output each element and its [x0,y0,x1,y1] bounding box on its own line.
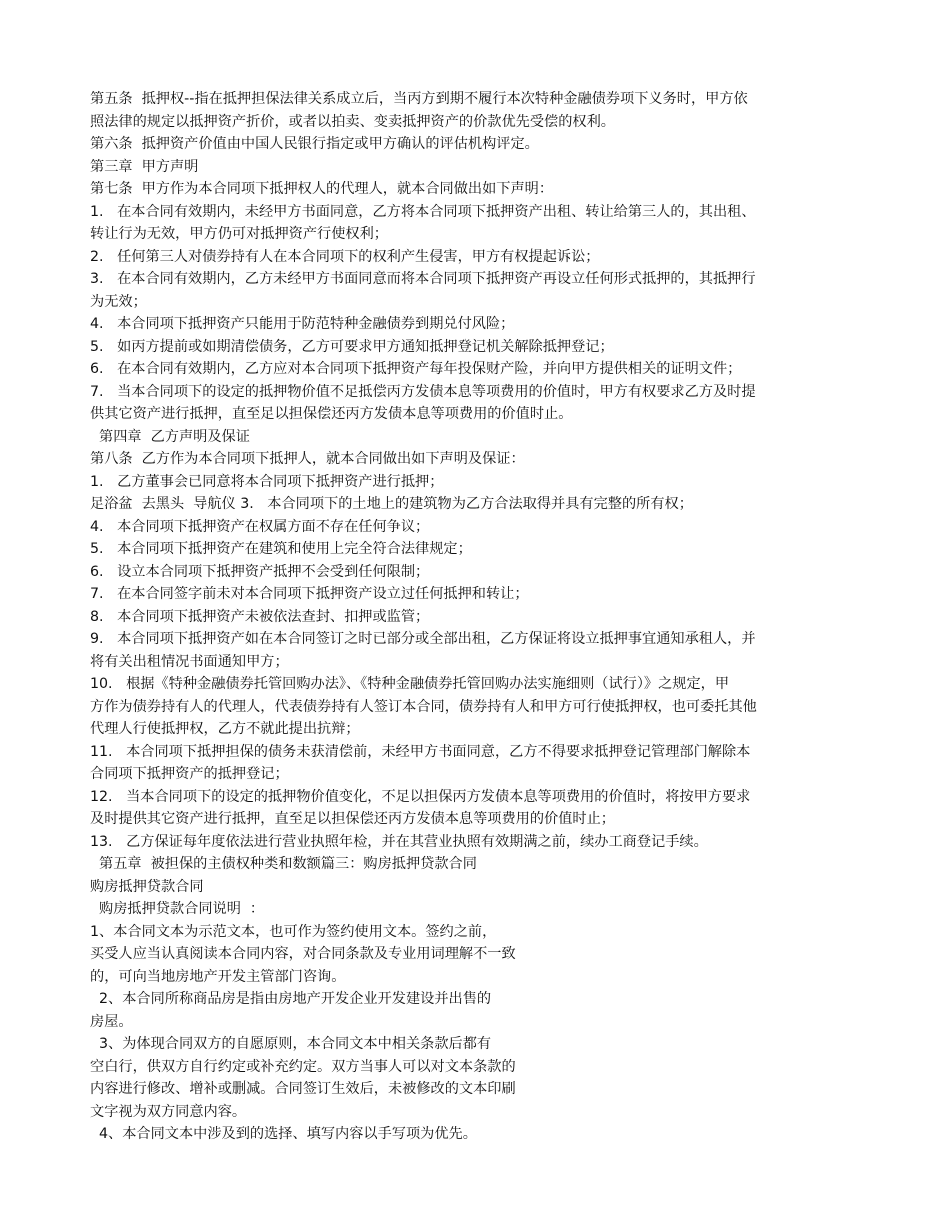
text-line: 代理人行使抵押权，乙方不就此提出抗辩； [90,721,360,737]
section-heading: 购房抵押贷款合同说明 ： [90,901,265,917]
text-line: 7. 当本合同项下的设定的抵押物价值不足抵偿丙方发债本息等项费用的价值时，甲方有权要求乙方及时提 [90,383,756,400]
text-line: 6. 在本合同有效期内，乙方应对本合同项下抵押资产每年投保财产险，并向甲方提供相关的证明文件； [90,361,742,377]
text-line: 3. 在本合同有效期内，乙方未经甲方书面同意而将本合同项下抵押资产再设立任何形式抵押的，其抵押行 [90,271,756,287]
text-line: 5. 如丙方提前或如期清偿债务，乙方可要求甲方通知抵押登记机关解除抵押登记； [90,338,614,355]
text-line: 9. 本合同项下抵押资产如在本合同签订之时已部分或全部出租，乙方保证将设立抵押事宜通知承租人，并 [90,631,756,647]
text-line: 8. 本合同项下抵押资产未被依法查封、扣押或监管； [90,608,430,625]
text-line: 房屋。 [90,1013,133,1030]
text-line: 第五条 抵押权--指在抵押担保法律关系成立后，当丙方到期不履行本次特种金融债券项下义务时，甲方依 [90,91,748,107]
text-line: 的，可向当地房地产开发主管部门咨询。 [90,968,346,985]
text-line: 方作为债券持有人的代理人，代表债券持有人签订本合同，债券持有人和甲方可行使抵押权，也可委托其他 [90,698,757,715]
text-line: 10. 根据《特种金融债券托管回购办法》、《特种金融债券托管回购办法实施细则（试行）》之规定，甲 [90,676,730,692]
text-line: 3、为体现合同双方的自愿原则，本合同文本中相关条款后都有 [90,1036,492,1052]
text-line: 将有关出租情况书面通知甲方； [90,653,289,670]
text-line: 第八条 乙方作为本合同项下抵押人，就本合同做出如下声明及保证： [90,451,525,467]
chapter-heading: 第四章 乙方声明及保证 [90,428,250,445]
text-line: 1. 乙方董事会已同意将本合同项下抵押资产进行抵押； [90,473,444,490]
text-line: 供其它资产进行抵押，直至足以担保偿还丙方发债本息等项费用的价值时止。 [90,406,573,422]
text-line: 及时提供其它资产进行抵押，直至足以担保偿还丙方发债本息等项费用的价值时止； [90,811,615,827]
text-line: 1、本合同文本为示范文本，也可作为签约使用文本。签约之前， [90,923,497,940]
text-line: 5. 本合同项下抵押资产在建筑和使用上完全符合法律规定； [90,541,472,557]
text-line: 4. 本合同项下抵押资产只能用于防范特种金融债券到期兑付风险； [90,316,515,332]
text-line: 第六条 抵押资产价值由中国人民银行指定或甲方确认的评估机构评定。 [90,136,539,152]
text-line: 1. 在本合同有效期内，未经甲方书面同意，乙方将本合同项下抵押资产出租、转让给第三人的，其出租、 [90,203,756,220]
document-title: 购房抵押贷款合同 [90,878,204,895]
chapter-heading: 第五章 被担保的主债权种类和数额篇三：购房抵押贷款合同 [90,856,477,872]
text-line: 2. 任何第三人对债券持有人在本合同项下的权利产生侵害，甲方有权提起诉讼； [90,248,600,265]
text-line: 为无效； [90,293,147,310]
text-line: 买受人应当认真阅读本合同内容，对合同条款及专业用词理解不一致 [90,946,516,962]
text-line: 空白行，供双方自行约定或补充约定。双方当事人可以对文本条款的 [90,1058,516,1075]
text-line: 4. 本合同项下抵押资产在权属方面不存在任何争议； [90,518,430,535]
text-line: 内容进行修改、增补或删减。合同签订生效后，未被修改的文本印刷 [90,1081,516,1097]
text-line: 合同项下抵押资产的抵押登记； [90,766,289,782]
text-line: 足浴盆 去黑头 导航仪 3. 本合同项下的土地上的建筑物为乙方合法取得并具有完整的所有权； [90,496,693,512]
text-line: 4、本合同文本中涉及到的选择、填写内容以手写项为优先。 [90,1126,477,1142]
text-line: 文字视为双方同意内容。 [90,1103,247,1120]
document-body [90,88,860,1146]
text-line: 第七条 甲方作为本合同项下抵押权人的代理人，就本合同做出如下声明： [90,181,554,197]
text-line: 转让行为无效，甲方仍可对抵押资产行使权利； [90,226,388,242]
text-line: 2、本合同所称商品房是指由房地产开发企业开发建设并出售的 [90,991,492,1007]
text-line: 6. 设立本合同项下抵押资产抵押不会受到任何限制； [90,563,430,580]
text-line: 12. 当本合同项下的设定的抵押物价值变化，不足以担保丙方发债本息等项费用的价值时，将按甲方要求 [90,788,751,805]
chapter-heading: 第三章 甲方声明 [90,158,199,175]
text-line: 7. 在本合同签字前未对本合同项下抵押资产设立过任何抵押和转让； [90,586,529,602]
text-line: 11. 本合同项下抵押担保的债务未获清偿前，未经甲方书面同意，乙方不得要求抵押登记管理部门解除本 [90,743,751,760]
text-line: 13. 乙方保证每年度依法进行营业执照年检，并在其营业执照有效期满之前，续办工商登记手续。 [90,833,708,850]
text-line: 照法律的规定以抵押资产折价，或者以拍卖、变卖抵押资产的价款优先受偿的权利。 [90,113,615,130]
